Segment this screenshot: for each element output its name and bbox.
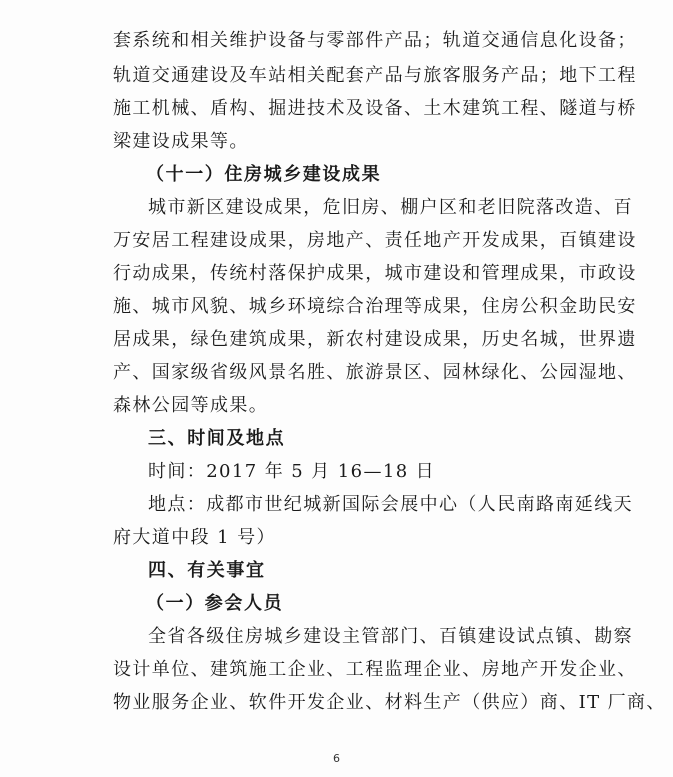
body-text-line: 万安居工程建设成果，房地产、责任地产开发成果，百镇建设 [113, 230, 637, 251]
body-text-line: 套系统和相关维护设备与零部件产品；轨道交通信息化设备； [113, 30, 637, 51]
body-text-line: 产、国家级省级风景名胜、旅游景区、园林绿化、公园湿地、 [113, 362, 637, 383]
body-text-line: 居成果，绿色建筑成果，新农村建设成果，历史名城，世界遗 [113, 329, 637, 350]
body-text-line: 轨道交通建设及车站相关配套产品与旅客服务产品；地下工程 [113, 65, 637, 86]
body-text-line: 设计单位、建筑施工企业、工程监理企业、房地产开发企业、 [113, 659, 637, 680]
time-line: 时间：2017 年 5 月 16—18 日 [148, 461, 436, 482]
body-text-line: 施工机械、盾构、掘进技术及设备、土木建筑工程、隧道与桥 [113, 98, 637, 119]
body-text-line: 物业服务企业、软件开发企业、材料生产（供应）商、IT 厂商、 [113, 692, 666, 713]
location-line: 地点：成都市世纪城新国际会展中心（人民南路南延线天 [148, 494, 633, 515]
section-heading: 三、时间及地点 [148, 428, 286, 449]
body-text-line: 行动成果，传统村落保护成果，城市建设和管理成果，市政设 [113, 263, 637, 284]
body-text-line: 梁建设成果等。 [113, 131, 249, 152]
body-text-line: 森林公园等成果。 [113, 395, 269, 416]
location-line-continued: 府大道中段 1 号） [113, 527, 276, 548]
body-text-line: 城市新区建设成果，危旧房、棚户区和老旧院落改造、百 [148, 197, 633, 218]
body-text-line: 施、城市风貌、城乡环境综合治理等成果，住房公积金助民安 [113, 296, 637, 317]
section-subheading: （一）参会人员 [146, 593, 284, 614]
page-number: 6 [333, 752, 340, 765]
section-heading: 四、有关事宜 [148, 560, 266, 581]
body-text-line: 全省各级住房城乡建设主管部门、百镇建设试点镇、勘察 [148, 626, 633, 647]
section-subheading: （十一）住房城乡建设成果 [146, 164, 382, 185]
